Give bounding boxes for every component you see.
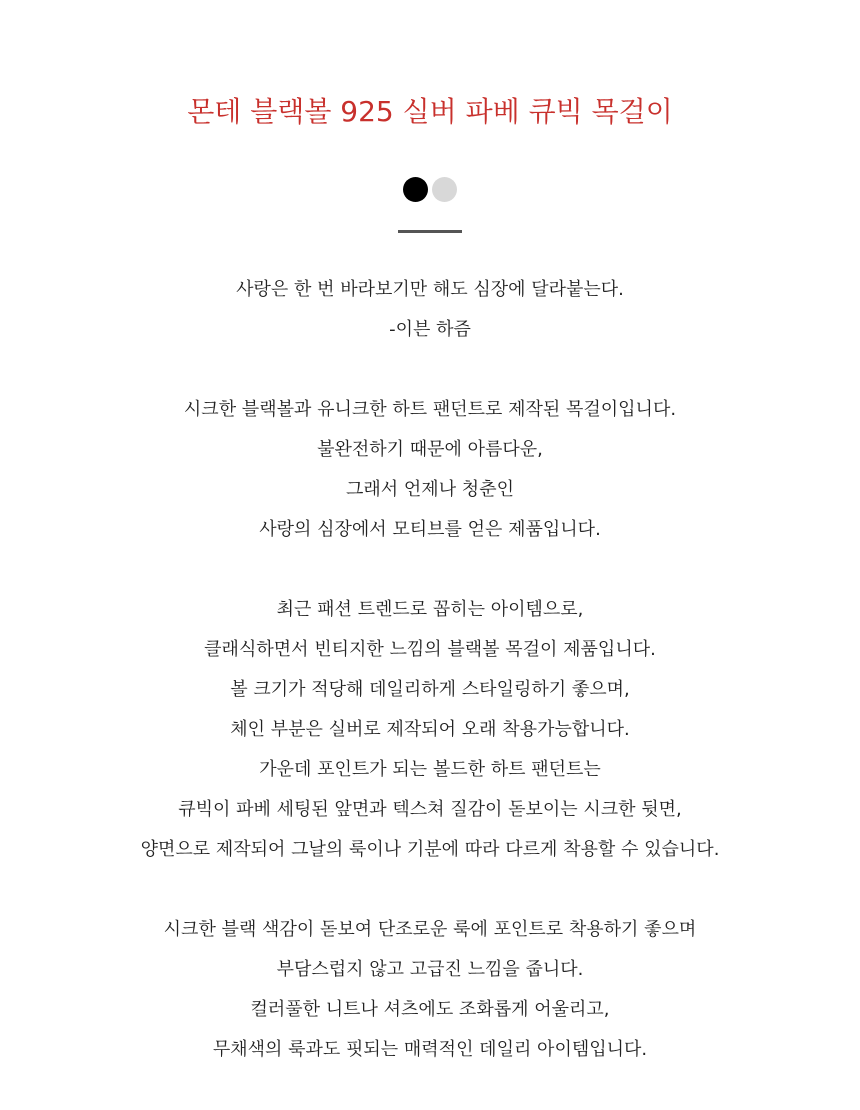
description-paragraph bbox=[0, 910, 860, 1070]
description-paragraph bbox=[0, 390, 860, 550]
description-line: 볼 크기가 적당해 데일리하게 스타일링하기 좋으며, bbox=[230, 679, 630, 700]
description-line: 컬러풀한 니트나 셔츠에도 조화롭게 어울리고, bbox=[250, 999, 610, 1020]
description-line: 큐빅이 파베 세팅된 앞면과 텍스쳐 질감이 돋보이는 시크한 뒷면, bbox=[178, 799, 682, 820]
description-line: 사랑의 심장에서 모티브를 얻은 제품입니다. bbox=[259, 519, 601, 540]
description-line: 시크한 블랙볼과 유니크한 하트 팬던트로 제작된 목걸이입니다. bbox=[183, 399, 677, 420]
color-swatch-group bbox=[0, 177, 860, 202]
description-line: 사랑은 한 번 바라보기만 해도 심장에 달라붙는다. bbox=[236, 279, 624, 300]
description-line: 가운데 포인트가 되는 볼드한 하트 팬던트는 bbox=[259, 759, 601, 780]
description-line: 불완전하기 때문에 아름다운, bbox=[317, 439, 543, 460]
description-line: 그래서 언제나 청춘인 bbox=[346, 479, 514, 500]
description-line: 클래식하면서 빈티지한 느낌의 블랙볼 목걸이 제품입니다. bbox=[204, 639, 656, 660]
description-paragraph bbox=[0, 590, 860, 870]
description-line: 양면으로 제작되어 그날의 룩이나 기분에 따라 다르게 착용할 수 있습니다. bbox=[140, 839, 720, 860]
description-line: 체인 부분은 실버로 제작되어 오래 착용가능합니다. bbox=[230, 719, 630, 740]
description-line: 시크한 블랙 색감이 돋보여 단조로운 룩에 포인트로 착용하기 좋으며 bbox=[163, 919, 697, 940]
description-line: 무채색의 룩과도 핏되는 매력적인 데일리 아이템입니다. bbox=[212, 1039, 648, 1060]
description-line: 부담스럽지 않고 고급진 느낌을 줍니다. bbox=[276, 959, 584, 980]
description-line: 최근 패션 트렌드로 꼽히는 아이템으로, bbox=[276, 599, 584, 620]
color-swatch-silver[interactable] bbox=[432, 177, 457, 202]
description-line: -이븐 하즘 bbox=[389, 319, 471, 340]
section-divider bbox=[398, 230, 462, 233]
product-title: 몬테 블랙볼 925 실버 파베 큐빅 목걸이 bbox=[187, 95, 673, 128]
description-paragraph bbox=[0, 270, 860, 350]
color-swatch-black[interactable] bbox=[403, 177, 428, 202]
product-description bbox=[0, 270, 860, 1110]
